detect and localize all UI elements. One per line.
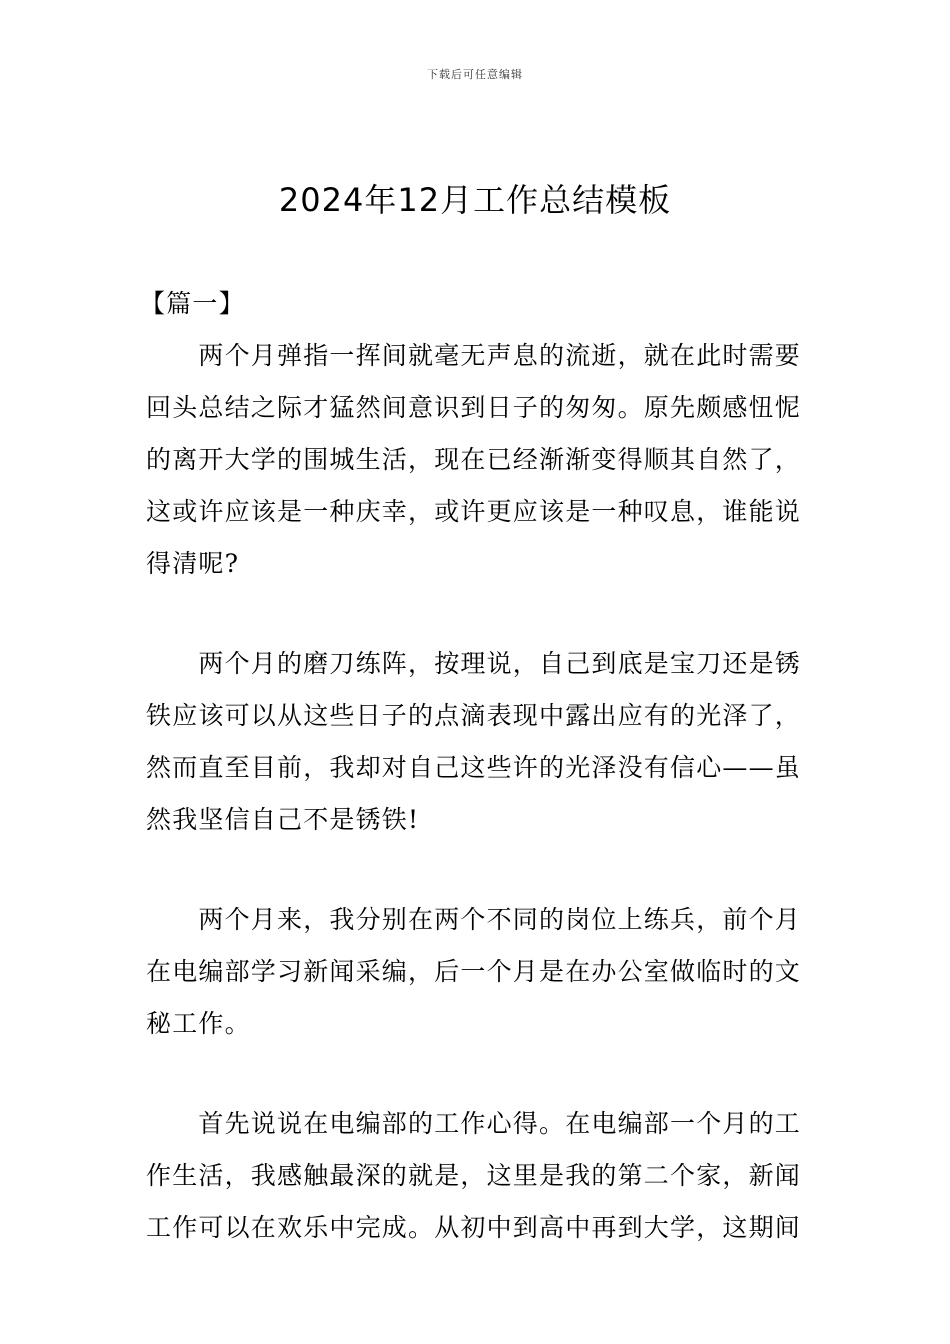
paragraph bbox=[146, 638, 808, 846]
document-title: 2024年12月工作总结模板 bbox=[278, 181, 672, 219]
paragraph-gap bbox=[146, 590, 808, 638]
paragraph-line: 然而直至目前，我却对自己这些许的光泽没有信心——虽 bbox=[146, 753, 802, 782]
header-note: 下载后可任意编辑 bbox=[427, 68, 523, 81]
paragraph bbox=[146, 894, 808, 1050]
document-body bbox=[140, 278, 808, 1254]
paragraph bbox=[146, 1098, 808, 1254]
paragraph-line: 工作可以在欢乐中完成。从初中到高中再到大学，这期间 bbox=[146, 1213, 802, 1242]
paragraph-line: 两个月弹指一挥间就毫无声息的流逝，就在此时需要 bbox=[146, 341, 802, 370]
paragraph-line: 两个月来，我分别在两个不同的岗位上练兵，前个月 bbox=[146, 905, 802, 934]
paragraph-line: 然我坚信自己不是锈铁! bbox=[146, 805, 420, 834]
paragraph-line: 两个月的磨刀练阵，按理说，自己到底是宝刀还是锈 bbox=[146, 649, 802, 678]
section-label: 【篇一】 bbox=[140, 289, 245, 318]
paragraph-gap bbox=[146, 846, 808, 894]
paragraph-line: 这或许应该是一种庆幸，或许更应该是一种叹息，谁能说 bbox=[146, 497, 802, 526]
paragraph-line: 作生活，我感触最深的就是，这里是我的第二个家，新闻 bbox=[146, 1161, 802, 1190]
paragraph-line: 的离开大学的围城生活，现在已经渐渐变得顺其自然了， bbox=[146, 445, 802, 474]
paragraph bbox=[146, 330, 808, 590]
paragraph-line: 秘工作。 bbox=[146, 1009, 251, 1038]
paragraph-line: 回头总结之际才猛然间意识到日子的匆匆。原先颇感忸怩 bbox=[146, 393, 802, 422]
paragraph-line: 首先说说在电编部的工作心得。在电编部一个月的工 bbox=[146, 1109, 802, 1138]
paragraph-gap bbox=[146, 1050, 808, 1098]
paragraph-line: 铁应该可以从这些日子的点滴表现中露出应有的光泽了， bbox=[146, 701, 802, 730]
paragraph-line: 在电编部学习新闻采编，后一个月是在办公室做临时的文 bbox=[146, 957, 802, 986]
paragraph-line: 得清呢? bbox=[146, 549, 240, 578]
